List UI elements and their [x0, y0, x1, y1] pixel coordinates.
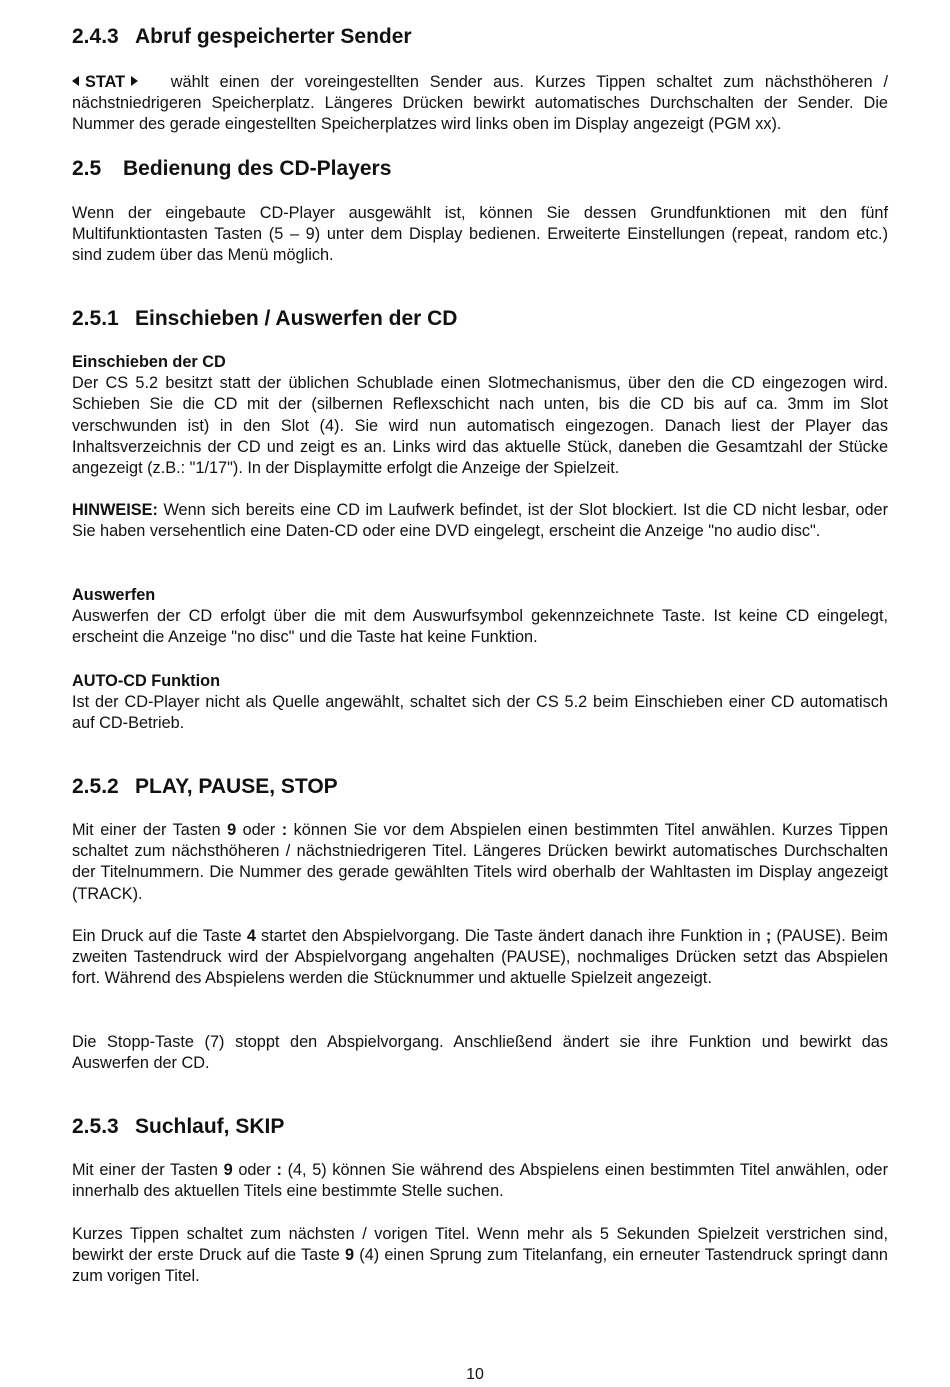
paragraph: Auswerfen der CD erfolgt über die mit dem Auswurfsymbol gekennzeichnete Taste. Ist keine CD eingelegt, erscheint die Anzeige "no disc" und die Taste hat keine Funktion.	[72, 607, 888, 647]
text-run: oder	[236, 821, 282, 839]
section-2-5-2	[72, 774, 888, 800]
text-run: Ein Druck auf die Taste	[72, 927, 247, 945]
section-number: 2.5	[72, 157, 102, 180]
paragraph	[72, 926, 888, 990]
paragraph	[72, 500, 888, 542]
text-run: startet den Abspielvorgang. Die Taste ändert danach ihre Funktion in	[255, 927, 766, 945]
key-symbol: :	[276, 1161, 282, 1179]
paragraph: Wenn der eingebaute CD-Player ausgewählt ist, können Sie dessen Grundfunktionen mit den fünf Multifunktiontasten Tasten (5 – 9) unter dem Display bedienen. Erweiterte Einstellungen (repeat, random etc.) sind zudem über das Menü möglich.	[72, 204, 888, 265]
subsection-einschieben	[72, 352, 888, 479]
text-run: Mit einer der Tasten	[72, 1161, 224, 1179]
stat-key-label: STAT	[85, 73, 126, 91]
hint-text: Wenn sich bereits eine CD im Laufwerk befindet, ist der Slot blockiert. Ist die CD nicht lesbar, oder Sie haben versehentlich eine Daten-CD oder eine DVD eingelegt, erscheint die Anzeige "no audio disc".	[72, 501, 888, 541]
paragraph	[72, 1160, 888, 1202]
section-2-5	[72, 156, 888, 182]
key-symbol: 4	[246, 927, 256, 945]
right-arrow-icon	[131, 76, 138, 86]
section-2-5-1	[72, 306, 888, 332]
section-title: Bedienung des CD-Players	[123, 157, 392, 180]
key-symbol: 9	[345, 1246, 355, 1265]
subheading: AUTO-CD Funktion	[72, 672, 221, 690]
key-symbol: ;	[765, 927, 772, 945]
hint-block	[72, 500, 888, 542]
section-heading	[72, 24, 888, 50]
paragraph: Der CS 5.2 besitzt statt der üblichen Schublade einen Slotmechanismus, über den die CD eingezogen wird. Schieben Sie die CD mit der (silbernen Reflexschicht nach unten, bis die CD bis auf ca. 3mm im Slot verschwunden ist) in den Slot (4). Sie wird nun automatisch eingezogen. Danach liest der Player das Inhaltsverzeichnis der CD und zeigt es an. Links wird das aktuelle Stück, daneben die Gesamtzahl der Stücke angezeigt (z.B.: "1/17"). In der Displaymitte erfolgt die Anzeige der Spielzeit.	[72, 374, 888, 478]
section-title: Suchlauf, SKIP	[135, 1115, 285, 1138]
section-2-5-body	[72, 203, 888, 267]
text-run: Kurzes Tippen schaltet zum nächsten / vorigen Titel. Wenn mehr als 5 Sekunden Spielzeit verstrichen sind, bewirkt der erste Druck auf die Taste	[72, 1225, 888, 1265]
paragraph: Die Stopp-Taste (7) stoppt den Abspielvorgang. Anschließend ändert sie ihre Funktion und bewirkt das Auswerfen der CD.	[72, 1033, 888, 1073]
section-2-5-2-p2	[72, 926, 888, 990]
key-symbol: 9	[227, 821, 237, 839]
subheading: Auswerfen	[72, 586, 156, 604]
section-number: 2.5.3	[72, 1115, 119, 1138]
section-heading	[72, 306, 888, 332]
left-arrow-icon	[72, 76, 79, 86]
section-2-5-2-p3	[72, 1032, 888, 1074]
paragraph-text: wählt einen der voreingestellten Sender aus. Kurzes Tippen schaltet zum nächsthöheren / nächstniedrigeren Speicherplatz. Längeres Drücken bewirkt automatisches Durchschalten der Sender. Die Nummer des gerade eingestellten Speicherplatzes wird links oben im Display angezeigt (PGM xx).	[72, 73, 888, 134]
section-title: PLAY, PAUSE, STOP	[135, 775, 338, 798]
section-2-4-3-body	[72, 72, 888, 136]
section-2-4-3	[72, 24, 888, 50]
section-number: 2.5.1	[72, 307, 119, 330]
text-run: (4, 5) können Sie während des Abspielens einen bestimmten Titel anwählen, oder innerhalb des aktuellen Titels eine bestimmte Stelle suchen.	[72, 1161, 888, 1201]
text-run: oder	[232, 1161, 277, 1179]
paragraph	[72, 820, 888, 905]
section-2-5-3-p2	[72, 1224, 888, 1288]
section-heading	[72, 1114, 888, 1140]
hint-label: HINWEISE:	[72, 501, 158, 519]
section-heading	[72, 156, 888, 182]
key-symbol: :	[281, 821, 288, 839]
subheading: Einschieben der CD	[72, 353, 226, 371]
section-2-5-3	[72, 1114, 888, 1140]
text-run: Mit einer der Tasten	[72, 821, 228, 839]
paragraph	[72, 72, 888, 136]
section-title: Abruf gespeicherter Sender	[135, 25, 412, 48]
section-2-5-3-p1	[72, 1160, 888, 1202]
text-run: können Sie vor dem Abspielen einen bestimmten Titel anwählen. Kurzes Tippen schaltet zum nächsthöheren / nächstniedrigeren Titel. Längeres Drücken bewirkt automatisches Durchschalten der Titelnummern. Die Nummer des gerade gewählten Titels wird oberhalb der Wahltasten im Display angezeigt (TRACK).	[72, 821, 888, 903]
section-number: 2.4.3	[72, 25, 119, 48]
paragraph: Ist der CD-Player nicht als Quelle angewählt, schaltet sich der CS 5.2 beim Einschieben einer CD automatisch auf CD-Betrieb.	[72, 693, 888, 733]
section-2-5-2-p1	[72, 820, 888, 905]
key-symbol: 9	[223, 1161, 233, 1179]
paragraph	[72, 1224, 888, 1288]
section-heading	[72, 774, 888, 800]
text-run: (PAUSE). Beim zweiten Tastendruck wird der Abspielvorgang angehalten (PAUSE), nochmaliges Drücken setzt das Abspielen fort. Während des Abspielens werden die Stücknummer und aktuelle Spielzeit angezeigt.	[72, 927, 888, 988]
section-title: Einschieben / Auswerfen der CD	[135, 307, 458, 330]
section-number: 2.5.2	[72, 775, 119, 798]
text-run: (4) einen Sprung zum Titelanfang, ein erneuter Tastendruck springt dann zum vorigen Titel.	[72, 1246, 888, 1286]
page-number: 10	[466, 1366, 484, 1383]
subsection-auto-cd	[72, 671, 888, 735]
subsection-auswerfen	[72, 585, 888, 649]
